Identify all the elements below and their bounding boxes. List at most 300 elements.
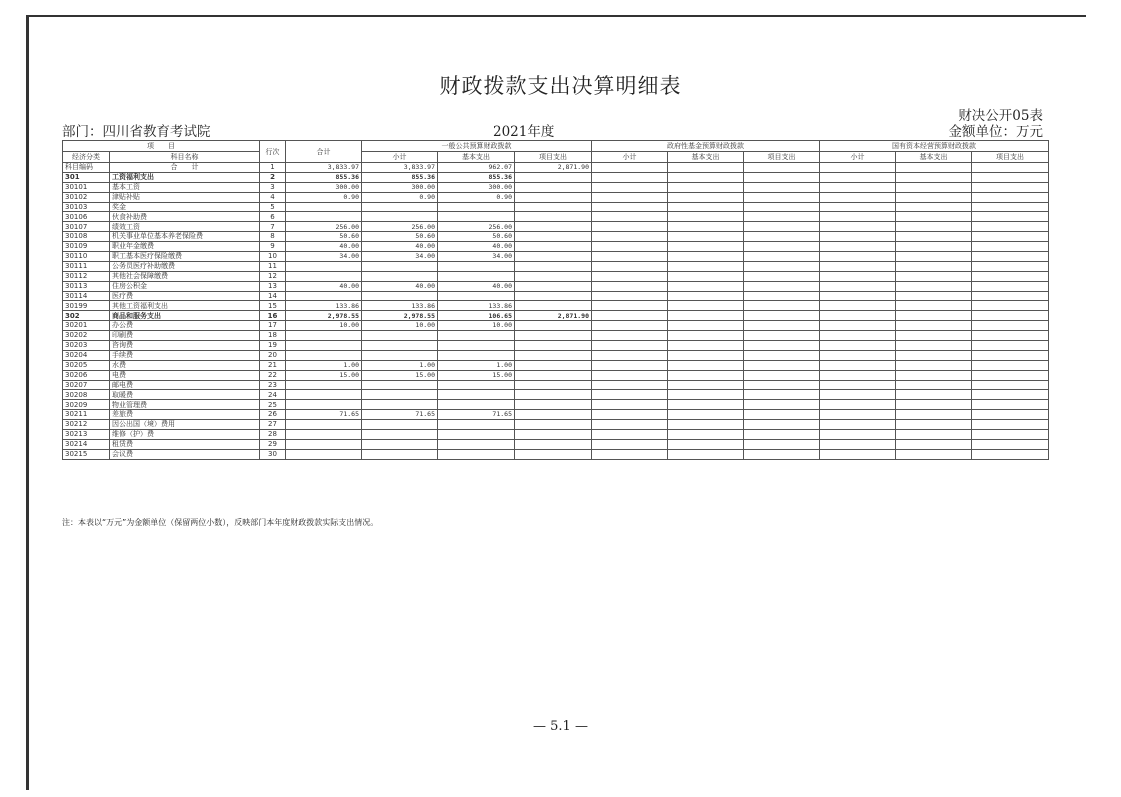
cell-general-project	[515, 449, 592, 459]
cell-line: 21	[260, 360, 286, 370]
cell-name: 其他社会保障缴费	[110, 271, 260, 281]
cell-general-project	[515, 232, 592, 242]
cell-line: 22	[260, 370, 286, 380]
cell-empty	[744, 380, 820, 390]
cell-empty	[668, 360, 744, 370]
expenditure-table	[62, 140, 1049, 460]
cell-empty	[972, 192, 1049, 202]
header-line: 行次	[260, 141, 286, 163]
header-subject-name: 科目名称	[110, 152, 260, 163]
cell-empty	[820, 172, 896, 182]
cell-empty	[592, 390, 668, 400]
cell-line: 19	[260, 341, 286, 351]
cell-empty	[744, 341, 820, 351]
cell-general-subtotal: 3,833.97	[362, 163, 438, 173]
cell-empty	[668, 222, 744, 232]
cell-general-subtotal	[362, 350, 438, 360]
cell-name: 奖金	[110, 202, 260, 212]
cell-empty	[820, 410, 896, 420]
table-row	[63, 311, 1049, 321]
cell-empty	[972, 311, 1049, 321]
table-row	[63, 192, 1049, 202]
cell-empty	[592, 271, 668, 281]
cell-code: 30215	[63, 449, 110, 459]
table-row	[63, 360, 1049, 370]
cell-empty	[668, 281, 744, 291]
cell-empty	[668, 430, 744, 440]
cell-line: 18	[260, 331, 286, 341]
cell-general-subtotal: 133.86	[362, 301, 438, 311]
cell-total: 40.00	[286, 281, 362, 291]
cell-line: 24	[260, 390, 286, 400]
cell-empty	[744, 261, 820, 271]
cell-general-subtotal	[362, 341, 438, 351]
cell-general-subtotal: 0.90	[362, 192, 438, 202]
cell-general-project	[515, 420, 592, 430]
cell-total: 40.00	[286, 242, 362, 252]
cell-empty	[972, 301, 1049, 311]
cell-empty	[820, 212, 896, 222]
cell-empty	[972, 321, 1049, 331]
cell-line: 14	[260, 291, 286, 301]
cell-name: 工资福利支出	[110, 172, 260, 182]
cell-empty	[896, 242, 972, 252]
cell-general-project	[515, 439, 592, 449]
table-row	[63, 410, 1049, 420]
page-title: 财政拨款支出决算明细表	[439, 74, 682, 98]
scan-edge-left	[26, 15, 29, 790]
cell-empty	[820, 321, 896, 331]
table-row	[63, 281, 1049, 291]
cell-total	[286, 439, 362, 449]
cell-empty	[592, 232, 668, 242]
cell-code: 30201	[63, 321, 110, 331]
cell-empty	[820, 311, 896, 321]
cell-general-subtotal	[362, 331, 438, 341]
table-row	[63, 222, 1049, 232]
cell-general-basic	[438, 341, 515, 351]
cell-line: 5	[260, 202, 286, 212]
cell-empty	[668, 341, 744, 351]
header-item: 项 目	[63, 141, 260, 152]
cell-empty	[744, 281, 820, 291]
cell-line: 25	[260, 400, 286, 410]
cell-total	[286, 400, 362, 410]
cell-empty	[668, 420, 744, 430]
cell-empty	[744, 252, 820, 262]
cell-general-project	[515, 281, 592, 291]
cell-empty	[668, 439, 744, 449]
cell-empty	[896, 291, 972, 301]
cell-general-basic: 50.60	[438, 232, 515, 242]
cell-name: 物业管理费	[110, 400, 260, 410]
cell-empty	[896, 360, 972, 370]
cell-code: 30111	[63, 261, 110, 271]
cell-empty	[744, 449, 820, 459]
cell-name: 住房公积金	[110, 281, 260, 291]
cell-total: 300.00	[286, 182, 362, 192]
cell-empty	[592, 370, 668, 380]
cell-empty	[896, 331, 972, 341]
cell-empty	[972, 360, 1049, 370]
cell-empty	[668, 232, 744, 242]
cell-empty	[820, 182, 896, 192]
cell-empty	[744, 311, 820, 321]
cell-empty	[668, 400, 744, 410]
cell-general-subtotal	[362, 430, 438, 440]
cell-empty	[820, 301, 896, 311]
cell-code: 30211	[63, 410, 110, 420]
cell-general-project	[515, 410, 592, 420]
cell-line: 8	[260, 232, 286, 242]
cell-total	[286, 430, 362, 440]
cell-general-subtotal	[362, 439, 438, 449]
cell-general-project	[515, 331, 592, 341]
cell-empty	[744, 192, 820, 202]
header-fund-basic: 基本支出	[668, 152, 744, 163]
cell-empty	[592, 341, 668, 351]
cell-empty	[744, 370, 820, 380]
header-fund-project: 项目支出	[744, 152, 820, 163]
table-row	[63, 252, 1049, 262]
cell-empty	[896, 390, 972, 400]
table-row	[63, 291, 1049, 301]
cell-empty	[592, 420, 668, 430]
cell-general-basic: 34.00	[438, 252, 515, 262]
cell-general-subtotal	[362, 420, 438, 430]
fiscal-year: 2021年度	[493, 124, 555, 140]
cell-empty	[820, 271, 896, 281]
cell-empty	[972, 202, 1049, 212]
table-row	[63, 271, 1049, 281]
cell-empty	[668, 252, 744, 262]
cell-empty	[592, 242, 668, 252]
cell-line: 10	[260, 252, 286, 262]
cell-empty	[896, 380, 972, 390]
cell-empty	[820, 350, 896, 360]
cell-general-basic	[438, 420, 515, 430]
cell-line: 30	[260, 449, 286, 459]
cell-empty	[820, 380, 896, 390]
cell-empty	[896, 341, 972, 351]
cell-empty	[592, 202, 668, 212]
cell-code: 30102	[63, 192, 110, 202]
cell-empty	[972, 449, 1049, 459]
cell-empty	[896, 350, 972, 360]
cell-empty	[668, 449, 744, 459]
cell-empty	[820, 360, 896, 370]
cell-empty	[668, 271, 744, 281]
cell-empty	[972, 430, 1049, 440]
table-row	[63, 400, 1049, 410]
cell-empty	[972, 420, 1049, 430]
cell-general-basic	[438, 350, 515, 360]
cell-empty	[896, 252, 972, 262]
header-capital-subtotal: 小计	[820, 152, 896, 163]
cell-code: 30205	[63, 360, 110, 370]
header-gov-fund: 政府性基金预算财政拨款	[592, 141, 820, 152]
cell-name: 租赁费	[110, 439, 260, 449]
cell-empty	[668, 242, 744, 252]
cell-total	[286, 291, 362, 301]
table-row	[63, 212, 1049, 222]
cell-empty	[820, 252, 896, 262]
cell-total: 15.00	[286, 370, 362, 380]
cell-general-project	[515, 390, 592, 400]
cell-general-project	[515, 341, 592, 351]
cell-general-basic	[438, 439, 515, 449]
cell-total	[286, 449, 362, 459]
cell-empty	[896, 449, 972, 459]
cell-empty	[592, 321, 668, 331]
cell-general-subtotal: 300.00	[362, 182, 438, 192]
cell-general-basic	[438, 400, 515, 410]
cell-general-project	[515, 360, 592, 370]
cell-general-basic: 15.00	[438, 370, 515, 380]
cell-general-project	[515, 212, 592, 222]
cell-empty	[744, 172, 820, 182]
cell-code: 30207	[63, 380, 110, 390]
cell-total	[286, 271, 362, 281]
cell-empty	[744, 212, 820, 222]
cell-empty	[896, 370, 972, 380]
header-general-subtotal: 小计	[362, 152, 438, 163]
cell-general-basic: 106.65	[438, 311, 515, 321]
cell-empty	[668, 311, 744, 321]
cell-empty	[592, 163, 668, 173]
cell-empty	[668, 380, 744, 390]
cell-empty	[744, 350, 820, 360]
cell-empty	[820, 331, 896, 341]
department-label: 部门：四川省教育考试院	[62, 124, 211, 140]
cell-empty	[896, 182, 972, 192]
cell-general-basic: 133.86	[438, 301, 515, 311]
cell-code: 30204	[63, 350, 110, 360]
cell-empty	[744, 331, 820, 341]
cell-general-project	[515, 350, 592, 360]
cell-code: 30109	[63, 242, 110, 252]
cell-empty	[592, 212, 668, 222]
cell-empty	[972, 410, 1049, 420]
cell-empty	[896, 410, 972, 420]
cell-empty	[820, 400, 896, 410]
cell-general-subtotal: 256.00	[362, 222, 438, 232]
header-econ-class: 经济分类	[63, 152, 110, 163]
form-number: 财决公开05表	[958, 108, 1043, 124]
cell-empty	[668, 182, 744, 192]
cell-empty	[668, 212, 744, 222]
cell-general-subtotal: 855.36	[362, 172, 438, 182]
cell-empty	[668, 192, 744, 202]
cell-name: 其他工资福利支出	[110, 301, 260, 311]
cell-general-subtotal	[362, 271, 438, 281]
table-row	[63, 420, 1049, 430]
cell-name: 邮电费	[110, 380, 260, 390]
cell-code: 30213	[63, 430, 110, 440]
cell-empty	[744, 400, 820, 410]
cell-total	[286, 212, 362, 222]
cell-empty	[820, 370, 896, 380]
cell-empty	[668, 291, 744, 301]
table-row	[63, 439, 1049, 449]
cell-general-subtotal: 71.65	[362, 410, 438, 420]
table-note: 注：本表以“万元”为金额单位（保留两位小数），反映部门本年度财政拨款实际支出情况。	[62, 518, 379, 527]
cell-empty	[896, 192, 972, 202]
cell-empty	[972, 172, 1049, 182]
cell-empty	[972, 341, 1049, 351]
cell-general-subtotal	[362, 390, 438, 400]
cell-code: 30103	[63, 202, 110, 212]
cell-general-basic: 256.00	[438, 222, 515, 232]
cell-general-basic	[438, 380, 515, 390]
cell-general-subtotal	[362, 261, 438, 271]
cell-general-project	[515, 222, 592, 232]
cell-general-project	[515, 321, 592, 331]
cell-empty	[668, 370, 744, 380]
cell-general-basic: 300.00	[438, 182, 515, 192]
cell-code: 30209	[63, 400, 110, 410]
cell-empty	[896, 202, 972, 212]
table-row	[63, 242, 1049, 252]
cell-general-project	[515, 291, 592, 301]
cell-total: 34.00	[286, 252, 362, 262]
cell-line: 4	[260, 192, 286, 202]
cell-empty	[744, 301, 820, 311]
cell-empty	[744, 410, 820, 420]
cell-empty	[592, 380, 668, 390]
cell-general-basic: 71.65	[438, 410, 515, 420]
cell-empty	[592, 172, 668, 182]
cell-name: 职业年金缴费	[110, 242, 260, 252]
table-row	[63, 380, 1049, 390]
cell-empty	[972, 291, 1049, 301]
cell-code: 30110	[63, 252, 110, 262]
cell-empty	[820, 420, 896, 430]
cell-general-subtotal	[362, 380, 438, 390]
cell-empty	[668, 172, 744, 182]
cell-code: 30212	[63, 420, 110, 430]
cell-empty	[972, 400, 1049, 410]
header-general-basic: 基本支出	[438, 152, 515, 163]
cell-empty	[668, 410, 744, 420]
cell-empty	[744, 232, 820, 242]
cell-general-basic	[438, 291, 515, 301]
table-row	[63, 430, 1049, 440]
cell-line: 20	[260, 350, 286, 360]
cell-general-subtotal	[362, 212, 438, 222]
cell-line: 11	[260, 261, 286, 271]
cell-empty	[896, 439, 972, 449]
cell-code: 30202	[63, 331, 110, 341]
cell-empty	[592, 291, 668, 301]
cell-general-basic	[438, 331, 515, 341]
table-row	[63, 321, 1049, 331]
cell-line: 27	[260, 420, 286, 430]
cell-general-basic: 962.07	[438, 163, 515, 173]
cell-name: 职工基本医疗保险缴费	[110, 252, 260, 262]
cell-general-project	[515, 430, 592, 440]
cell-total: 10.00	[286, 321, 362, 331]
table-row	[63, 341, 1049, 351]
table-row	[63, 449, 1049, 459]
cell-general-basic	[438, 202, 515, 212]
cell-total	[286, 331, 362, 341]
cell-empty	[592, 410, 668, 420]
cell-empty	[972, 261, 1049, 271]
header-fund-subtotal: 小计	[592, 152, 668, 163]
cell-empty	[668, 321, 744, 331]
cell-empty	[972, 232, 1049, 242]
cell-total	[286, 202, 362, 212]
cell-empty	[896, 172, 972, 182]
cell-empty	[668, 261, 744, 271]
cell-line: 17	[260, 321, 286, 331]
cell-empty	[896, 232, 972, 242]
cell-name: 伙食补助费	[110, 212, 260, 222]
cell-line: 15	[260, 301, 286, 311]
cell-name: 绩效工资	[110, 222, 260, 232]
table-row	[63, 202, 1049, 212]
cell-code: 30203	[63, 341, 110, 351]
scan-edge-top	[26, 15, 1086, 17]
cell-name: 因公出国（境）费用	[110, 420, 260, 430]
cell-empty	[972, 242, 1049, 252]
cell-empty	[820, 261, 896, 271]
cell-empty	[820, 232, 896, 242]
cell-empty	[896, 163, 972, 173]
cell-empty	[668, 350, 744, 360]
cell-empty	[744, 439, 820, 449]
cell-general-subtotal: 15.00	[362, 370, 438, 380]
cell-empty	[592, 400, 668, 410]
cell-code: 30199	[63, 301, 110, 311]
cell-general-basic: 40.00	[438, 281, 515, 291]
cell-empty	[668, 390, 744, 400]
cell-general-basic	[438, 271, 515, 281]
cell-general-subtotal	[362, 202, 438, 212]
cell-empty	[592, 222, 668, 232]
table-row	[63, 163, 1049, 173]
cell-empty	[896, 430, 972, 440]
cell-total: 2,978.55	[286, 311, 362, 321]
cell-empty	[972, 252, 1049, 262]
table-body	[63, 163, 1049, 460]
header-capital-project: 项目支出	[972, 152, 1049, 163]
cell-name: 手续费	[110, 350, 260, 360]
cell-general-project	[515, 242, 592, 252]
cell-empty	[820, 281, 896, 291]
cell-code: 30214	[63, 439, 110, 449]
cell-empty	[896, 301, 972, 311]
table-row	[63, 261, 1049, 271]
cell-empty	[744, 271, 820, 281]
cell-empty	[972, 331, 1049, 341]
cell-empty	[820, 202, 896, 212]
cell-code: 30206	[63, 370, 110, 380]
cell-general-project: 2,871.90	[515, 163, 592, 173]
table-row	[63, 301, 1049, 311]
cell-empty	[744, 202, 820, 212]
table-row	[63, 232, 1049, 242]
cell-empty	[592, 301, 668, 311]
cell-empty	[592, 360, 668, 370]
cell-name: 咨询费	[110, 341, 260, 351]
cell-empty	[592, 439, 668, 449]
cell-code: 30107	[63, 222, 110, 232]
cell-general-basic: 10.00	[438, 321, 515, 331]
cell-general-basic: 855.36	[438, 172, 515, 182]
page-number: — 5.1 —	[533, 719, 588, 734]
